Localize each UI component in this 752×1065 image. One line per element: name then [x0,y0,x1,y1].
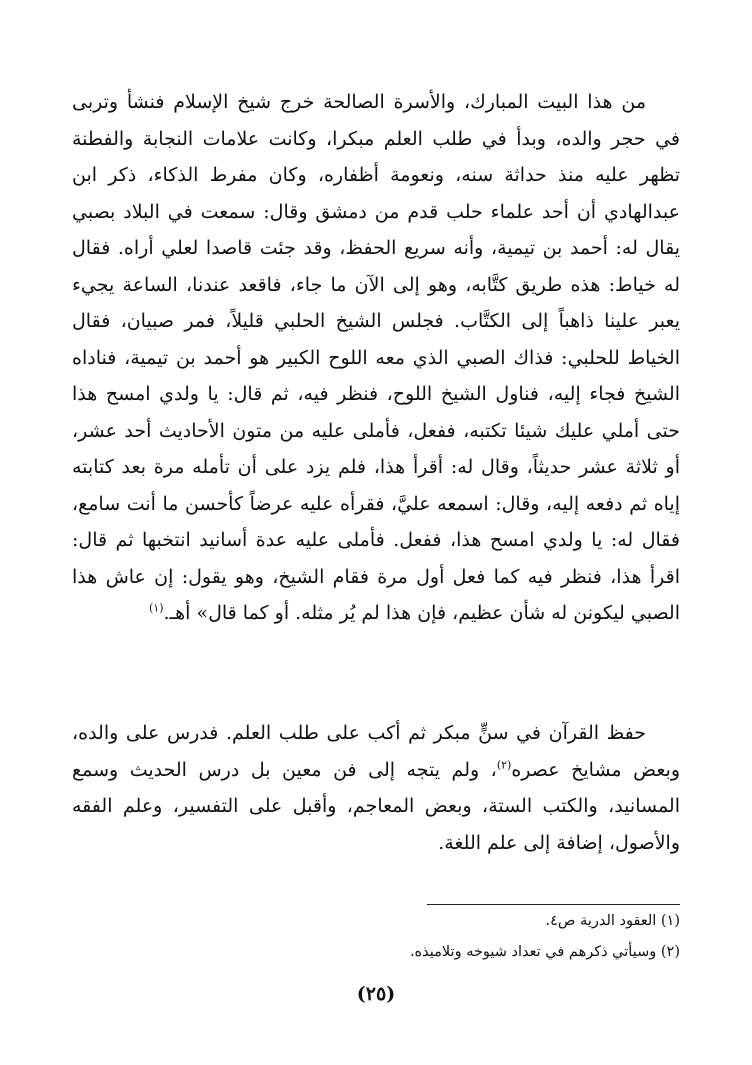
paragraph-second-text-after: ، ولم يتجه إلى فن معين بل درس الحديث وسمع المسانيد، والكتب الستة، وبعض المعاجم، وأقبل على التفسير، وعلم الفقه والأصول، إضافة إلى علم اللغة. [72,758,680,854]
footnote-divider [427,904,680,905]
page-number: (٢٥) [356,983,396,1005]
footnote-ref-1: (١) [148,601,164,615]
paragraph-second [72,715,680,861]
paragraph-second-text-before: حفظ القرآن في سنٍّ مبكر ثم أكب على طلب العلم. فدرس على والده، وبعض مشايخ عصره [72,722,680,781]
footnote-2: (٢) وسيأتي ذكرهم في تعداد شيوخه وتلاميذه. [409,944,680,960]
paragraph-main-text: من هذا البيت المبارك، والأسرة الصالحة خرج شيخ الإسلام فنشأ وتربى في حجر والده، وبدأ في طلب العلم مبكرا، وكانت علامات النجابة والفطنة تظهر عليه منذ حداثة سنه، ونعومة أظفاره، وكان مفرط الذكاء، ذكر ابن عبدالهادي أن أحد علماء حلب قدم من دمشق وقال: سمعت في البلاد بصبي يقال له: أحمد بن تيمية، وأنه سريع الحفظ، وقد جئت قاصدا لعلي أراه. فقال له خياط: هذه طريق كتَّابه، وهو إلى الآن ما جاء، فاقعد عندنا، الساعة يجيء يعبر علينا ذاهباً إلى الكتَّاب. فجلس الشيخ الحلبي قليلاً، فمر صبيان، فقال الخياط للحلبي: فذاك الصبي الذي معه اللوح الكبير هو أحمد بن تيمية، فناداه الشيخ فجاء إليه، فناول الشيخ اللوح، فنظر فيه، ثم قال: يا ولدي امسح هذا حتى أملي عليك شيئا تكتبه، ففعل، فأملى عليه من متون الأحاديث أحد عشر، أو ثلاثة عشر حديثاً، وقال له: أقرأ هذا، فلم يزد على أن تأمله مرة بعد كتابته إياه ثم دفعه إليه، وقال: اسمعه عليَّ، فقرأه عليه عرضاً كأحسن ما أنت سامع، فقال له: يا ولدي امسح هذا، ففعل. فأملى عليه عدة أسانيد انتخبها ثم قال: اقرأ هذا، فنظر فيه كما فعل أول مرة فقام الشيخ، وهو يقول: إن عاش هذا الصبي ليكونن له شأن عظيم، فإن هذا لم يُر مثله. أو كما قال» أهـ. [72,91,680,624]
footnote-ref-2: (٢) [496,758,512,772]
footnote-1: (١) العقود الدرية ص٤. [545,913,680,929]
paragraph-main [72,84,680,632]
